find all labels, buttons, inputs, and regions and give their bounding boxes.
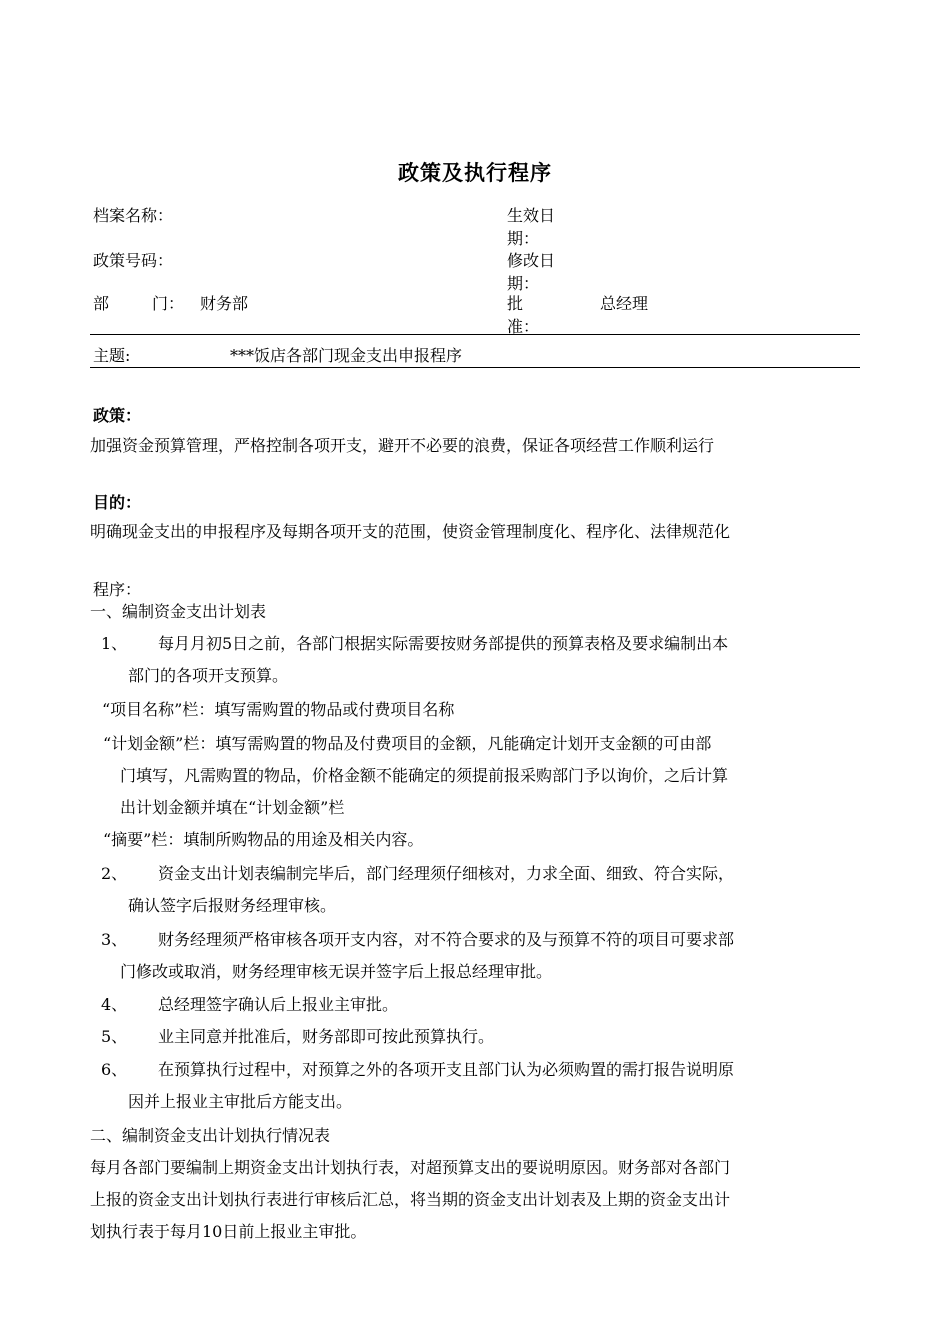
header-rule-bottom bbox=[90, 367, 860, 368]
item-5-number: 5、 bbox=[101, 1027, 128, 1046]
item-2-number: 2、 bbox=[101, 864, 128, 883]
item-2-line-2: 确认签字后报财务经理审核。 bbox=[128, 896, 337, 915]
section-2-line-2: 上报的资金支出计划执行表进行审核后汇总，将当期的资金支出计划表及上期的资金支出计 bbox=[90, 1190, 731, 1209]
item-1-line-2: 部门的各项开支预算。 bbox=[128, 666, 289, 685]
note-summary: “摘要”栏：填制所购物品的用途及相关内容。 bbox=[103, 830, 424, 849]
policy-heading: 政策： bbox=[93, 406, 142, 425]
policy-number-label: 政策号码： bbox=[93, 251, 174, 270]
section-2-line-1: 每月各部门要编制上期资金支出计划执行表，对超预算支出的要说明原因。财务部对各部门 bbox=[90, 1158, 731, 1177]
item-4-number: 4、 bbox=[101, 995, 128, 1014]
note-item-name: “项目名称”栏：填写需购置的物品或付费项目名称 bbox=[102, 700, 455, 719]
item-3-line-1: 财务经理须严格审核各项开支内容，对不符合要求的及与预算不符的项目可要求部 bbox=[158, 930, 735, 949]
header-rule-top bbox=[90, 334, 860, 335]
subject-value: ***饭店各部门现金支出申报程序 bbox=[230, 346, 463, 365]
note-plan-amount-line-1: “计划金额”栏：填写需购置的物品及付费项目的金额，凡能确定计划开支金额的可由部 bbox=[103, 734, 712, 753]
item-4-line-1: 总经理签字确认后上报业主审批。 bbox=[158, 995, 399, 1014]
note-plan-amount-line-2: 门填写，凡需购置的物品，价格金额不能确定的须提前报采购部门予以询价，之后计算 bbox=[120, 766, 729, 785]
file-name-label: 档案名称： bbox=[93, 206, 174, 225]
item-3-line-2: 门修改或取消，财务经理审核无误并签字后上报总经理审批。 bbox=[120, 962, 553, 981]
department-label-part2: 门： bbox=[152, 294, 185, 313]
item-6-line-2: 因并上报业主审批后方能支出。 bbox=[128, 1092, 353, 1111]
item-1-line-1: 每月月初5日之前，各部门根据实际需要按财务部提供的预算表格及要求编制出本 bbox=[158, 634, 729, 653]
approval-label: 批准： bbox=[507, 294, 540, 336]
approval-value: 总经理 bbox=[600, 294, 649, 313]
subject-label: 主题: bbox=[93, 346, 131, 365]
item-1-number: 1、 bbox=[101, 634, 128, 653]
section-2-heading: 二、编制资金支出计划执行情况表 bbox=[90, 1126, 331, 1145]
effective-date-label: 生效日期： bbox=[507, 206, 556, 248]
item-2-line-1: 资金支出计划表编制完毕后，部门经理须仔细核对，力求全面、细致、符合实际， bbox=[158, 864, 735, 883]
document-title: 政策及执行程序 bbox=[398, 160, 552, 185]
item-5-line-1: 业主同意并批准后，财务部即可按此预算执行。 bbox=[158, 1027, 495, 1046]
department-label-part1: 部 bbox=[93, 294, 110, 313]
purpose-heading: 目的： bbox=[93, 493, 142, 512]
policy-text: 加强资金预算管理，严格控制各项开支，避开不必要的浪费，保证各项经营工作顺利运行 bbox=[90, 436, 715, 455]
purpose-text: 明确现金支出的申报程序及每期各项开支的范围，使资金管理制度化、程序化、法律规范化 bbox=[90, 522, 731, 541]
item-6-number: 6、 bbox=[101, 1060, 128, 1079]
section-2-line-3: 划执行表于每月10日前上报业主审批。 bbox=[90, 1222, 367, 1241]
item-6-line-1: 在预算执行过程中，对预算之外的各项开支且部门认为必须购置的需打报告说明原 bbox=[158, 1060, 735, 1079]
item-3-number: 3、 bbox=[101, 930, 128, 949]
section-1-heading: 一、编制资金支出计划表 bbox=[90, 602, 267, 621]
procedure-heading: 程序： bbox=[93, 580, 142, 599]
note-plan-amount-line-3: 出计划金额并填在“计划金额”栏 bbox=[120, 798, 345, 817]
department-value: 财务部 bbox=[200, 294, 249, 313]
revised-date-label: 修改日期： bbox=[507, 251, 556, 293]
